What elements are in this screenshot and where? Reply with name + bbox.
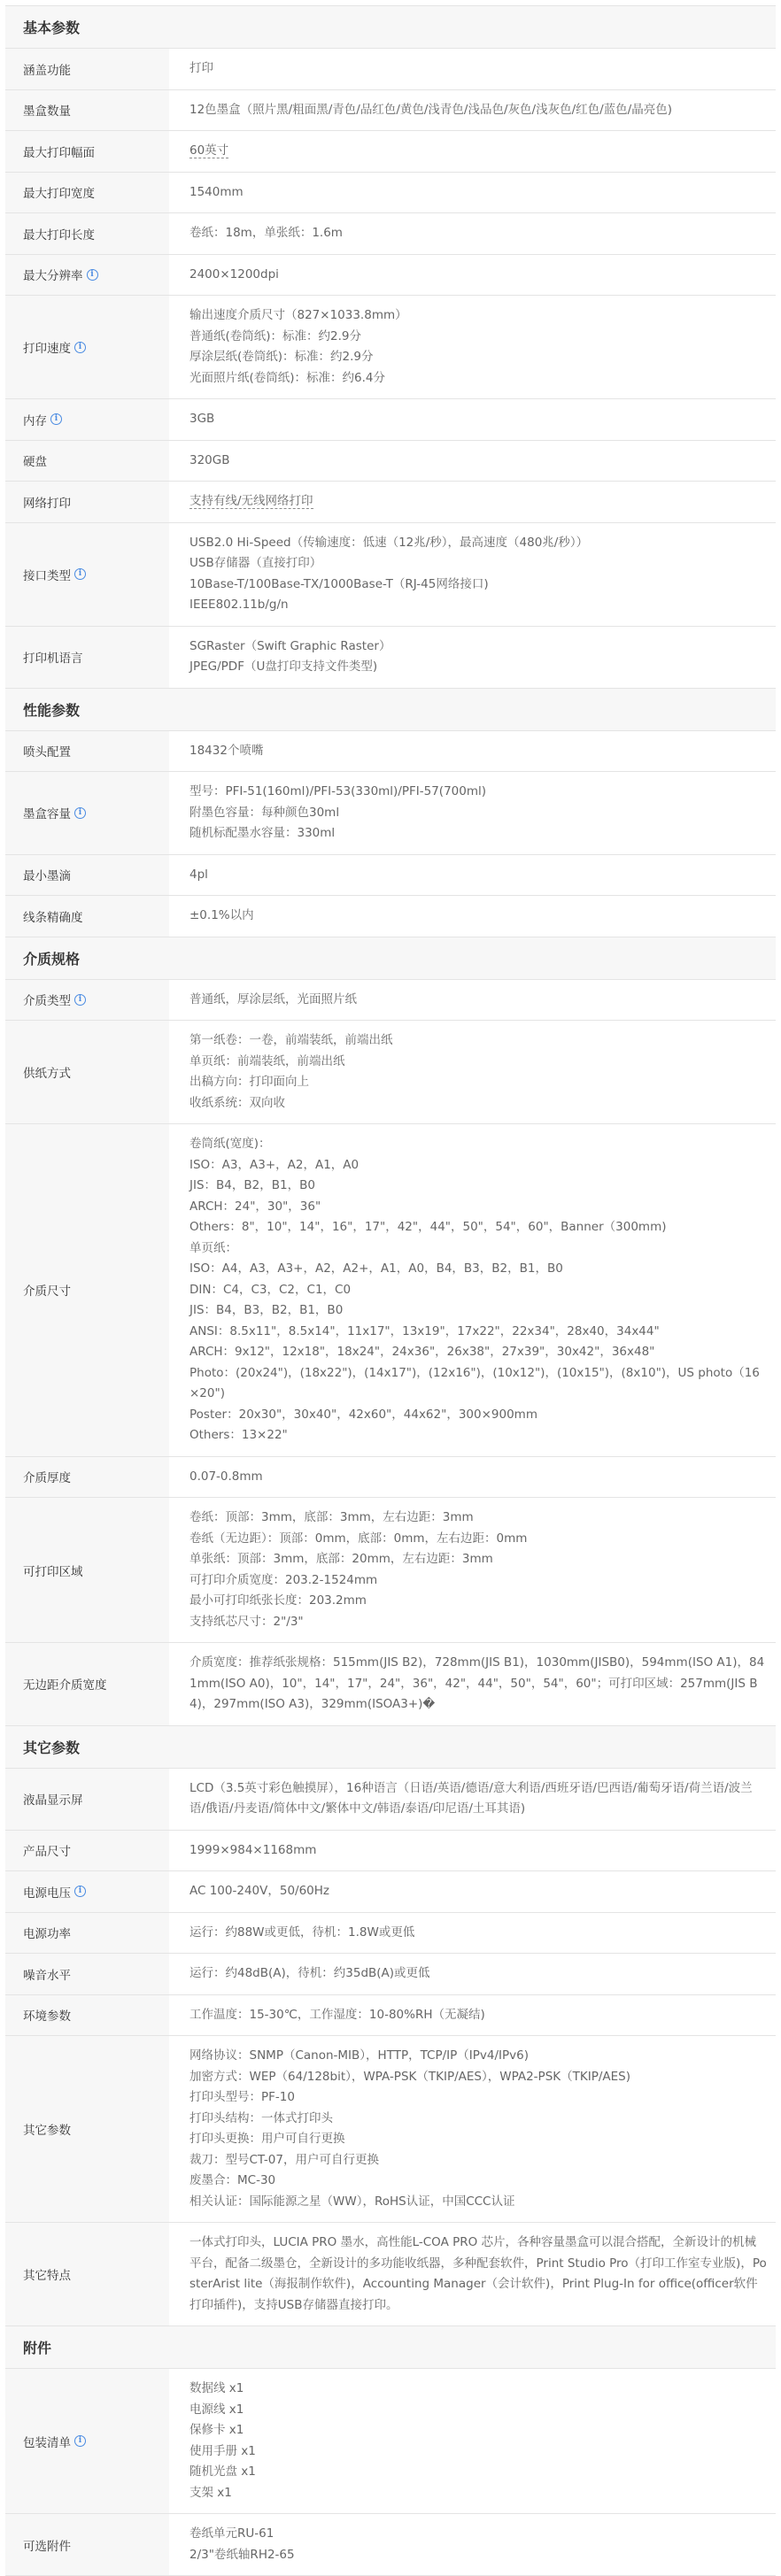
spec-row [5, 1831, 776, 1872]
spec-value-link[interactable]: 支持有线/无线网络打印 [189, 494, 313, 508]
spec-label: 最大打印宽度 [23, 187, 95, 202]
spec-value-line: 随机标配墨水容量：330ml [189, 826, 336, 840]
spec-value-line: Others：8"，10"，14"，16"，17"，42"，44"，50"，54"，60"，Banner（300mm) [189, 1220, 667, 1234]
spec-value-line: 0.07-0.8mm [189, 1469, 263, 1484]
spec-value-line: ISO：A4，A3，A3+，A2，A2+，A1，A0，B4，B3，B2，B1，B0 [189, 1261, 563, 1276]
spec-label: 接口类型 [23, 568, 71, 583]
spec-value-link[interactable]: 60英寸 [189, 143, 229, 158]
spec-value-line: 附墨色容量：每种颜色30ml [189, 805, 340, 820]
spec-value-line: JIS：B4，B2，B1，B0 [189, 1178, 315, 1192]
spec-value-line: SGRaster（Swift Graphic Raster） [189, 638, 391, 653]
spec-value [169, 213, 776, 254]
info-icon[interactable]: i [74, 568, 86, 580]
spec-value-line: 18432个喷嘴 [189, 743, 264, 758]
spec-row [5, 1871, 776, 1913]
spec-row [5, 627, 776, 689]
info-icon[interactable]: i [74, 342, 86, 353]
spec-row [5, 523, 776, 627]
spec-label-cell [5, 980, 169, 1021]
spec-label: 线条精确度 [23, 910, 83, 925]
spec-value-line: 普通纸(卷筒纸)：标准：约2.9分 [189, 328, 362, 343]
spec-row [5, 1643, 776, 1726]
spec-label: 其它特点 [23, 2269, 71, 2283]
section-heading: 性能参数 [5, 689, 776, 731]
spec-value-line: 随机光盘 x1 [189, 2464, 256, 2479]
spec-value-line: 介质宽度：推荐纸张规格：515mm(JIS B2)，728mm(JIS B1)，1030mm(JISB0)，594mm(ISO A1)，841mm(ISO A0)，10"，14"，17"，24"，36"，42"，44"，50"，54"，60"；可打印区域：257mm(JIS B4)，297mm(ISO A3)，329mm(ISOA3+)� [189, 1655, 765, 1711]
spec-value-line: AC 100-240V，50/60Hz [189, 1884, 329, 1898]
spec-label: 供纸方式 [23, 1067, 71, 1081]
spec-label-cell [5, 399, 169, 440]
spec-label: 介质类型 [23, 994, 71, 1009]
spec-value-line: Photo：(20x24")，(18x22")，(14x17")，(12x16")，(10x12")，(10x15")，(8x10")，US photo（16×20") [189, 1365, 760, 1400]
spec-value-line: 打印 [189, 61, 213, 75]
spec-label: 喷头配置 [23, 745, 71, 760]
spec-value-line: 运行：约88W或更低，待机：1.8W或更低 [189, 1924, 415, 1940]
spec-label-cell [5, 90, 169, 131]
spec-value-line: 型号：PFI-51(160ml)/PFI-53(330ml)/PFI-57(700ml) [189, 784, 487, 798]
spec-value [169, 90, 776, 131]
spec-row [5, 173, 776, 214]
spec-label-cell [5, 1913, 169, 1954]
spec-value-line: 电源线 x1 [189, 2402, 244, 2417]
spec-label-cell [5, 855, 169, 896]
spec-value-line: 打印头结构：一体式打印头 [189, 2110, 333, 2125]
spec-value-line: 厚涂层纸(卷筒纸)：标准：约2.9分 [189, 350, 374, 364]
spec-label: 无边距介质宽度 [23, 1678, 107, 1693]
spec-row [5, 2514, 776, 2576]
spec-value [169, 1995, 776, 2036]
spec-label: 介质厚度 [23, 1471, 71, 1486]
spec-value-line: 1540mm [189, 184, 244, 199]
spec-label-cell [5, 1498, 169, 1642]
spec-label: 墨盒容量 [23, 807, 71, 822]
spec-value [169, 49, 776, 89]
spec-value-line: 支持纸芯尺寸：2"/3" [189, 1614, 304, 1629]
spec-value-line: 4pl [189, 867, 208, 882]
spec-value-line: 打印头型号：PF-10 [189, 2090, 295, 2104]
spec-value [169, 2223, 776, 2325]
spec-label-cell [5, 255, 169, 296]
spec-value [169, 731, 776, 772]
spec-label: 可选附件 [23, 2539, 71, 2554]
spec-label-cell [5, 1871, 169, 1912]
spec-row [5, 441, 776, 482]
spec-value [169, 1769, 776, 1830]
spec-value-line: 数据线 x1 [189, 2381, 244, 2395]
spec-value-line: 收纸系统：双向收 [189, 1095, 285, 1110]
spec-row [5, 482, 776, 523]
spec-value-line: 保修卡 x1 [189, 2423, 244, 2437]
spec-value-line: 支架 x1 [189, 2485, 232, 2500]
spec-value-line: USB2.0 Hi-Speed（传输速度：低速（12兆/秒），最高速度（480兆/秒）） [189, 535, 589, 550]
spec-value-line: 使用手册 x1 [189, 2443, 256, 2458]
spec-value-line: 单页纸： [189, 1240, 237, 1255]
info-icon[interactable]: i [74, 807, 86, 819]
spec-label-cell [5, 731, 169, 772]
spec-label: 其它参数 [23, 2124, 71, 2138]
spec-row [5, 255, 776, 297]
spec-value [169, 1124, 776, 1456]
section-heading: 介质规格 [5, 937, 776, 980]
spec-label-cell [5, 896, 169, 937]
spec-row [5, 1995, 776, 2037]
spec-value-line: 单页纸：前端装纸，前端出纸 [189, 1053, 345, 1068]
spec-label-cell [5, 296, 169, 398]
spec-value-line: ARCH：24"，30"，36" [189, 1199, 321, 1214]
spec-value [169, 173, 776, 213]
spec-row [5, 49, 776, 90]
spec-value-line: 输出速度介质尺寸（827×1033.8mm） [189, 308, 407, 322]
spec-value [169, 1643, 776, 1725]
spec-row [5, 399, 776, 441]
spec-value [169, 482, 776, 522]
spec-value-line: 单张纸：顶部：3mm，底部：20mm，左右边距：3mm [189, 1552, 493, 1566]
section-heading: 其它参数 [5, 1726, 776, 1769]
spec-label: 最大打印长度 [23, 228, 95, 243]
spec-value-line: 加密方式：WEP（64/128bit），WPA-PSK（TKIP/AES），WPA2-PSK（TKIP/AES) [189, 2069, 630, 2084]
spec-value-line: 光面照片纸(卷筒纸)：标准：约6.4分 [189, 370, 386, 385]
spec-value [169, 627, 776, 688]
spec-label-cell [5, 2514, 169, 2575]
spec-label-cell [5, 2369, 169, 2513]
spec-label-cell [5, 2036, 169, 2222]
spec-value-line: 普通纸，厚涂层纸，光面照片纸 [189, 991, 357, 1006]
spec-value-line: 卷筒纸(宽度)： [189, 1137, 271, 1151]
spec-value-line: 2/3"卷纸轴RH2-65 [189, 2547, 295, 2562]
info-icon[interactable]: i [87, 269, 98, 281]
spec-label-cell [5, 173, 169, 213]
section-heading: 基本参数 [5, 6, 776, 49]
spec-label-cell [5, 772, 169, 854]
spec-value-line: ±0.1%以内 [189, 908, 254, 922]
spec-value-line: 出稿方向：打印面向上 [189, 1075, 309, 1089]
spec-label: 涵盖功能 [23, 63, 71, 78]
spec-value [169, 1831, 776, 1871]
spec-label: 可打印区域 [23, 1564, 83, 1579]
spec-label-cell [5, 523, 169, 626]
spec-table [5, 5, 776, 2576]
spec-value-line: 卷纸（无边距）：顶部：0mm，底部：0mm，左右边距：0mm [189, 1531, 528, 1546]
spec-label-cell [5, 627, 169, 688]
spec-value-line: 相关认证：国际能源之星（WW），RoHS认证，中国CCC认证 [189, 2194, 515, 2209]
spec-value-line: 一体式打印头，LUCIA PRO 墨水，高性能L-COA PRO 芯片，各种容量墨盒可以混合搭配，全新设计的机械平台，配备二级墨仓，全新设计的多功能收纸器，多种配套软件，Print Studio Pro（打印工作室专业版)，PosterArist lite（海报制作软件)，Accounting Manager（会计软件)，Print Plug-In for office(officer软件打印插件)，支持USB存储器直接打印。 [189, 2235, 767, 2312]
spec-row [5, 1124, 776, 1457]
spec-label: 打印机语言 [23, 652, 83, 666]
spec-value-line: 工作温度：15-30℃，工作湿度：10-80%RH（无凝结) [189, 2007, 485, 2022]
spec-value-line: 网络协议：SNMP（Canon-MIB），HTTP，TCP/IP（IPv4/IPv6) [189, 2048, 529, 2063]
spec-row [5, 1913, 776, 1955]
spec-label-cell [5, 1954, 169, 1994]
spec-value [169, 2036, 776, 2222]
spec-value-line: ANSI：8.5x11"，8.5x14"，11x17"，13x19"，17x22"，22x34"，28x40，34x44" [189, 1323, 660, 1338]
spec-label: 最小墨滴 [23, 869, 71, 884]
spec-value [169, 2514, 776, 2575]
spec-value [169, 1954, 776, 1994]
spec-value [169, 523, 776, 626]
spec-row [5, 855, 776, 897]
spec-row [5, 1769, 776, 1831]
spec-label-cell [5, 1769, 169, 1830]
spec-value [169, 296, 776, 398]
spec-value-line: LCD（3.5英寸彩色触摸屏），16种语言（日语/英语/德语/意大利语/西班牙语/巴西语/葡萄牙语/荷兰语/波兰语/俄语/丹麦语/简体中文/繁体中文/韩语/泰语/印尼语/土耳其语) [189, 1780, 753, 1816]
spec-value-line: 12色墨盒（照片黑/粗面黑/青色/品红色/黄色/浅青色/浅品色/灰色/浅灰色/红色/蓝色/晶亮色) [189, 102, 672, 117]
spec-value [169, 1871, 776, 1912]
spec-value-line: Others：13×22" [189, 1428, 288, 1442]
spec-label: 环境参数 [23, 2009, 71, 2025]
spec-label: 包装清单 [23, 2435, 71, 2450]
spec-value [169, 399, 776, 440]
spec-value-line: 第一纸卷：一卷，前端装纸，前端出纸 [189, 1033, 393, 1047]
spec-value-line: 10Base-T/100Base-TX/1000Base-T（RJ-45网络接口) [189, 576, 489, 591]
info-icon[interactable]: i [74, 994, 86, 1006]
spec-label-cell [5, 1124, 169, 1456]
spec-value-line: 废墨合：MC-30 [189, 2173, 276, 2187]
spec-value-line: 最小可打印纸张长度：203.2mm [189, 1593, 367, 1608]
spec-row [5, 213, 776, 255]
spec-value-line: IEEE802.11b/g/n [189, 598, 289, 612]
info-icon[interactable]: i [74, 2435, 86, 2447]
spec-value-line: 320GB [189, 452, 230, 467]
spec-value-line: 卷纸：顶部：3mm，底部：3mm，左右边距：3mm [189, 1510, 474, 1524]
spec-label-cell [5, 1021, 169, 1123]
spec-label-cell [5, 1995, 169, 2036]
spec-label-cell [5, 131, 169, 172]
spec-label: 最大分辨率 [23, 269, 83, 284]
spec-value-line: 打印头更换：用户可自行更换 [189, 2132, 345, 2146]
spec-row [5, 1498, 776, 1643]
spec-value-line: ISO：A3，A3+，A2，A1，A0 [189, 1157, 360, 1172]
spec-value [169, 855, 776, 896]
spec-label-cell [5, 441, 169, 482]
spec-row [5, 2369, 776, 2514]
spec-value [169, 1913, 776, 1954]
spec-value [169, 131, 776, 172]
spec-row [5, 296, 776, 399]
spec-label: 电源电压 [23, 1886, 71, 1901]
spec-value [169, 1498, 776, 1642]
info-icon[interactable]: i [74, 1886, 86, 1897]
spec-row [5, 1457, 776, 1499]
spec-value [169, 980, 776, 1021]
spec-row [5, 1954, 776, 1995]
spec-value-line: 裁刀：型号CT-07，用户可自行更换 [189, 2152, 379, 2167]
spec-row [5, 772, 776, 855]
spec-label-cell [5, 482, 169, 522]
spec-value-line: 卷纸单元RU-61 [189, 2526, 275, 2541]
spec-label-cell [5, 49, 169, 89]
spec-value-line: 卷纸：18m，单张纸：1.6m [189, 226, 343, 240]
info-icon[interactable]: i [50, 413, 62, 425]
spec-label-cell [5, 2223, 169, 2325]
spec-label: 噪音水平 [23, 1968, 71, 1983]
spec-value-line: 2400×1200dpi [189, 266, 279, 282]
spec-label: 产品尺寸 [23, 1845, 71, 1860]
spec-row [5, 731, 776, 773]
spec-row [5, 90, 776, 132]
spec-value-line: 可打印介质宽度：203.2-1524mm [189, 1572, 378, 1587]
spec-value [169, 896, 776, 937]
spec-label: 打印速度 [23, 342, 71, 356]
spec-label-cell [5, 1831, 169, 1871]
spec-label: 介质尺寸 [23, 1284, 71, 1300]
spec-row [5, 1021, 776, 1124]
section-heading: 附件 [5, 2326, 776, 2369]
spec-row [5, 2036, 776, 2223]
spec-label: 墨盒数量 [23, 104, 71, 120]
spec-label: 电源功率 [23, 1927, 71, 1942]
spec-value-line: 3GB [189, 412, 215, 426]
spec-row [5, 2223, 776, 2326]
spec-value-line: Poster：20x30"，30x40"，42x60"，44x62"，300×900mm [189, 1407, 537, 1422]
spec-row [5, 131, 776, 173]
spec-value [169, 255, 776, 296]
spec-label: 网络打印 [23, 496, 71, 511]
spec-value-line: 1999×984×1168mm [189, 1842, 317, 1857]
spec-row [5, 980, 776, 1022]
spec-value [169, 2369, 776, 2513]
spec-value-line: USB存储器（直接打印） [189, 556, 322, 570]
spec-value-line: JIS：B4，B3，B2，B1，B0 [189, 1303, 344, 1317]
spec-label-cell [5, 1457, 169, 1498]
spec-value [169, 1457, 776, 1498]
spec-label: 内存 [23, 413, 47, 428]
spec-value [169, 772, 776, 854]
spec-value-line: 运行：约48dB(A)，待机：约35dB(A)或更低 [189, 1966, 430, 1980]
spec-value-line: ARCH：9x12"，12x18"，18x24"，24x36"，26x38"，27x39"，30x42"，36x48" [189, 1345, 655, 1359]
spec-value-line: DIN：C4，C3，C2，C1，C0 [189, 1282, 352, 1297]
spec-value [169, 1021, 776, 1123]
spec-value [169, 441, 776, 482]
spec-label-cell [5, 1643, 169, 1725]
spec-label-cell [5, 213, 169, 254]
spec-label: 液晶显示屏 [23, 1793, 83, 1808]
spec-value-line: JPEG/PDF（U盘打印支持文件类型) [189, 659, 378, 674]
spec-row [5, 896, 776, 937]
spec-label: 最大打印幅面 [23, 145, 95, 160]
spec-label: 硬盘 [23, 455, 47, 470]
